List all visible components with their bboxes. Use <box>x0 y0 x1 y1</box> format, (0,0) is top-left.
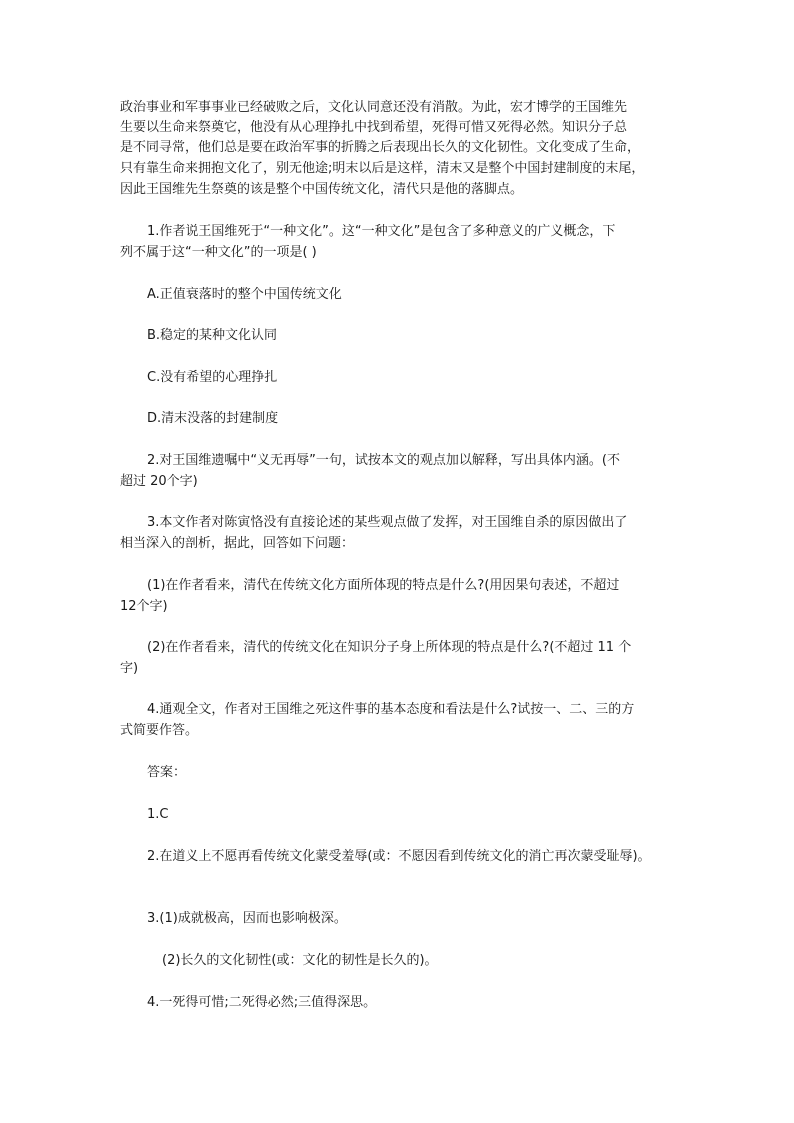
option-c: C.没有希望的心理挣扎 <box>147 370 278 385</box>
option-b: B.稳定的某种文化认同 <box>147 328 278 343</box>
question-3-sub-2: (2)在作者看来，清代的传统文化在知识分子身上所体现的特点是什么?(不超过 11 个 <box>147 640 632 655</box>
option-a: A.正值衰落时的整个中国传统文化 <box>147 287 342 302</box>
question-4-text: 式简要作答。 <box>120 723 199 738</box>
question-2-text: 超过 20个字) <box>120 474 198 489</box>
text-line: 因此王国维先生祭奠的该是整个中国传统文化，清代只是他的落脚点。 <box>120 182 524 197</box>
answer-3-1: 3.(1)成就极高，因而也影响极深。 <box>147 911 347 926</box>
text-line: 政治事业和军事事业已经破败之后，文化认同意还没有消散。为此，宏才博学的王国维先 <box>120 100 628 115</box>
text-line: 只有靠生命来拥抱文化了，别无他途;明末以后是这样，清末又是整个中国封建制度的末尾， <box>120 161 645 176</box>
question-3-sub-1: 12个字) <box>120 599 168 614</box>
answer-4: 4.一死得可惜;二死得必然;三值得深思。 <box>147 995 377 1010</box>
answer-3-2: (2)长久的文化韧性(或：文化的韧性是长久的)。 <box>162 953 438 968</box>
text-line: 是不同寻常，他们总是要在政治军事的折腾之后表现出长久的文化韧性。文化变成了生命， <box>120 140 641 155</box>
answer-2: 2.在道义上不愿再看传统文化蒙受羞辱(或：不愿因看到传统文化的消亡再次蒙受耻辱)。 <box>147 849 651 864</box>
question-1-stem: 列不属于这“一种文化”的一项是( ) <box>120 245 317 260</box>
answer-1: 1.C <box>147 807 169 822</box>
question-3-stem: 相当深入的剖析，据此，回答如下问题： <box>120 536 355 551</box>
text-line: 生要以生命来祭奠它，他没有从心理挣扎中找到希望，死得可惜又死得必然。知识分子总 <box>120 120 628 135</box>
question-2-text: 2.对王国维遗嘱中“义无再辱”一句，试按本文的观点加以解释，写出具体内涵。(不 <box>147 453 620 468</box>
question-4-text: 4.通观全文，作者对王国维之死这件事的基本态度和看法是什么?试按一、二、三的方 <box>147 702 635 717</box>
answer-heading: 答案： <box>147 765 187 780</box>
question-3-sub-1: (1)在作者看来，清代在传统文化方面所体现的特点是什么?(用因果句表述，不超过 <box>147 578 620 593</box>
option-d: D.清末没落的封建制度 <box>147 411 279 426</box>
question-1-stem: 1.作者说王国维死于“一种文化”。这“一种文化”是包含了多种意义的广义概念，下 <box>147 224 616 239</box>
question-3-sub-2: 字) <box>120 661 139 676</box>
question-3-stem: 3.本文作者对陈寅恪没有直接论述的某些观点做了发挥，对王国维自杀的原因做出了 <box>147 515 628 530</box>
